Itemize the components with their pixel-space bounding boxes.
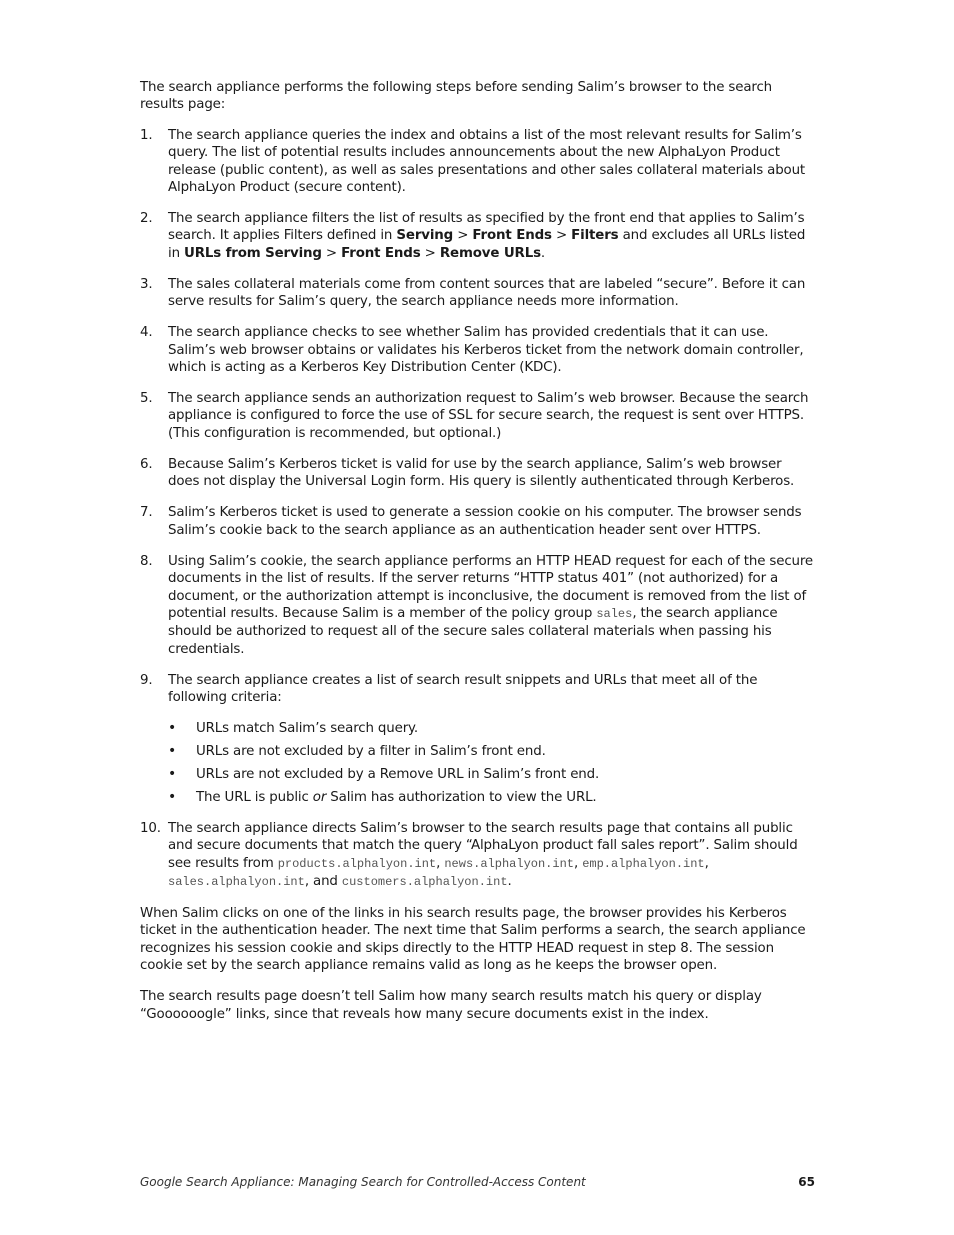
domain-code: sales.alphalyon.int <box>168 875 305 890</box>
step-text: Because Salim’s Kerberos ticket is valid for use by the search appliance, Salim’s web browser does not display the Universal Login form. His query is silently authenticated through Kerberos. <box>168 456 795 490</box>
step-text: The search appliance checks to see whether Salim has provided credentials that it can use. Salim’s web browser obtains or validates his Kerberos ticket from the network domain controller, which is acting as a Kerberos Key Distribution Center (KDC). <box>168 325 804 376</box>
bullet-icon: • <box>168 765 177 782</box>
step-text: and excludes all URLs listed in <box>168 228 806 261</box>
separator-text: , <box>573 855 583 871</box>
step-text: Using Salim’s cookie, the search appliance performs an HTTP HEAD request for each of the secure documents in the list of results. If the server returns “HTTP status 401” (not authorized) for a document, or the authorization attempt is inconclusive, the document is removed from the list of potential results. Because Salim is a member of the policy group <box>168 553 814 621</box>
domain-code: news.alphalyon.int <box>444 856 574 871</box>
path-separator: > <box>453 228 473 244</box>
separator-text: , <box>704 855 709 871</box>
step-item-2 <box>140 210 815 262</box>
criteria-list <box>168 720 815 807</box>
domain-code: emp.alphalyon.int <box>582 856 705 871</box>
menu-path-front-ends: Front Ends <box>472 228 552 244</box>
criteria-item <box>168 766 815 783</box>
path-separator: > <box>321 245 342 261</box>
step-text: , the search appliance should be authorized to request all of the secure sales collateral materials when passing his credentials. <box>168 605 778 657</box>
step-item-3 <box>140 276 815 311</box>
step-text: . <box>507 874 512 890</box>
path-separator: > <box>420 245 440 261</box>
step-number: 3. <box>140 276 153 292</box>
separator-text: , and <box>304 874 342 890</box>
menu-path-filters: Filters <box>571 228 619 244</box>
path-separator: > <box>551 228 572 244</box>
step-number: 8. <box>140 553 153 569</box>
page-footer <box>140 1174 815 1190</box>
criteria-text: URLs are not excluded by a filter in Salim’s front end. <box>196 743 546 759</box>
step-number: 7. <box>140 505 153 521</box>
step-number: 2. <box>140 211 153 227</box>
page-number: 65 <box>798 1175 815 1189</box>
steps-list <box>140 127 815 892</box>
menu-path-remove-urls: Remove URLs <box>439 245 541 261</box>
step-text: The search appliance creates a list of search result snippets and URLs that meet all of the following criteria: <box>168 672 758 706</box>
bullet-icon: • <box>168 742 177 759</box>
footer-title: Google Search Appliance: Managing Search for Controlled-Access Content <box>140 1175 586 1189</box>
step-item-6 <box>140 456 815 491</box>
menu-path-front-ends: Front Ends <box>341 245 421 261</box>
step-number: 4. <box>140 325 153 341</box>
criteria-text: URLs are not excluded by a Remove URL in Salim’s front end. <box>196 766 600 782</box>
criteria-item <box>168 789 815 806</box>
domain-code: products.alphalyon.int <box>277 856 437 871</box>
criteria-item <box>168 720 815 737</box>
step-item-1 <box>140 127 815 197</box>
step-item-9 <box>140 672 815 807</box>
closing-paragraph-2: The search results page doesn’t tell Salim how many search results match his query or display “Goooooogle” links, since that reveals how many secure documents exist in the index. <box>140 989 762 1022</box>
document-body <box>140 79 815 1037</box>
menu-path-urls-from-serving: URLs from Serving <box>184 245 322 261</box>
intro-paragraph: The search appliance performs the following steps before sending Salim’s browser to the search results page: <box>140 80 773 113</box>
step-number: 5. <box>140 391 153 407</box>
bullet-icon: • <box>168 719 177 736</box>
criteria-emphasis: or <box>312 789 327 805</box>
criteria-text: Salim has authorization to view the URL. <box>326 789 597 805</box>
step-number: 9. <box>140 672 153 688</box>
step-text: The search appliance sends an authorization request to Salim’s web browser. Because the search appliance is configured to force the use of SSL for secure search, the request is sent over HTTPS. (This configuration is recommended, but optional.) <box>168 391 809 441</box>
criteria-text: The URL is public <box>196 789 313 805</box>
bullet-icon: • <box>168 788 177 805</box>
policy-group-code: sales <box>596 606 633 621</box>
step-text: The sales collateral materials come from content sources that are labeled “secure”. Before it can serve results for Salim’s query, the search appliance needs more information. <box>168 276 806 310</box>
step-text: The search appliance filters the list of results as specified by the front end that applies to Salim’s search. It applies Filters defined in <box>168 211 805 244</box>
domain-code: customers.alphalyon.int <box>341 875 508 890</box>
step-item-7 <box>140 504 815 539</box>
separator-text: , <box>436 855 445 871</box>
step-item-5 <box>140 390 815 442</box>
step-number: 10. <box>140 820 161 836</box>
criteria-text: URLs match Salim’s search query. <box>196 720 419 736</box>
step-number: 6. <box>140 456 153 472</box>
criteria-item <box>168 743 815 760</box>
step-item-10 <box>140 820 815 892</box>
step-text: The search appliance queries the index and obtains a list of the most relevant results for Salim’s query. The list of potential results includes announcements about the new AlphaLyon Product release (public content), as well as sales presentations and other sales collateral materials about AlphaLyon Product (secure content). <box>168 127 806 196</box>
step-text: . <box>540 245 546 261</box>
step-item-8 <box>140 553 815 658</box>
step-number: 1. <box>140 127 153 143</box>
step-text: The search appliance directs Salim’s browser to the search results page that contains all public and secure documents that match the query “AlphaLyon product fall sales report”. Salim should see results from <box>168 820 798 871</box>
closing-paragraph-1: When Salim clicks on one of the links in his search results page, the browser provides his Kerberos ticket in the authentication header. The next time that Salim performs a search, the search appliance recognizes his session cookie and skips directly to the HTTP HEAD request in step 8. The session cookie set by the search appliance remains valid as long as he keeps the browser open. <box>140 906 806 974</box>
step-item-4 <box>140 324 815 376</box>
menu-path-serving: Serving <box>396 228 454 244</box>
step-text: Salim’s Kerberos ticket is used to generate a session cookie on his computer. The browser sends Salim’s cookie back to the search appliance as an authentication header sent over HTTPS. <box>168 505 802 538</box>
